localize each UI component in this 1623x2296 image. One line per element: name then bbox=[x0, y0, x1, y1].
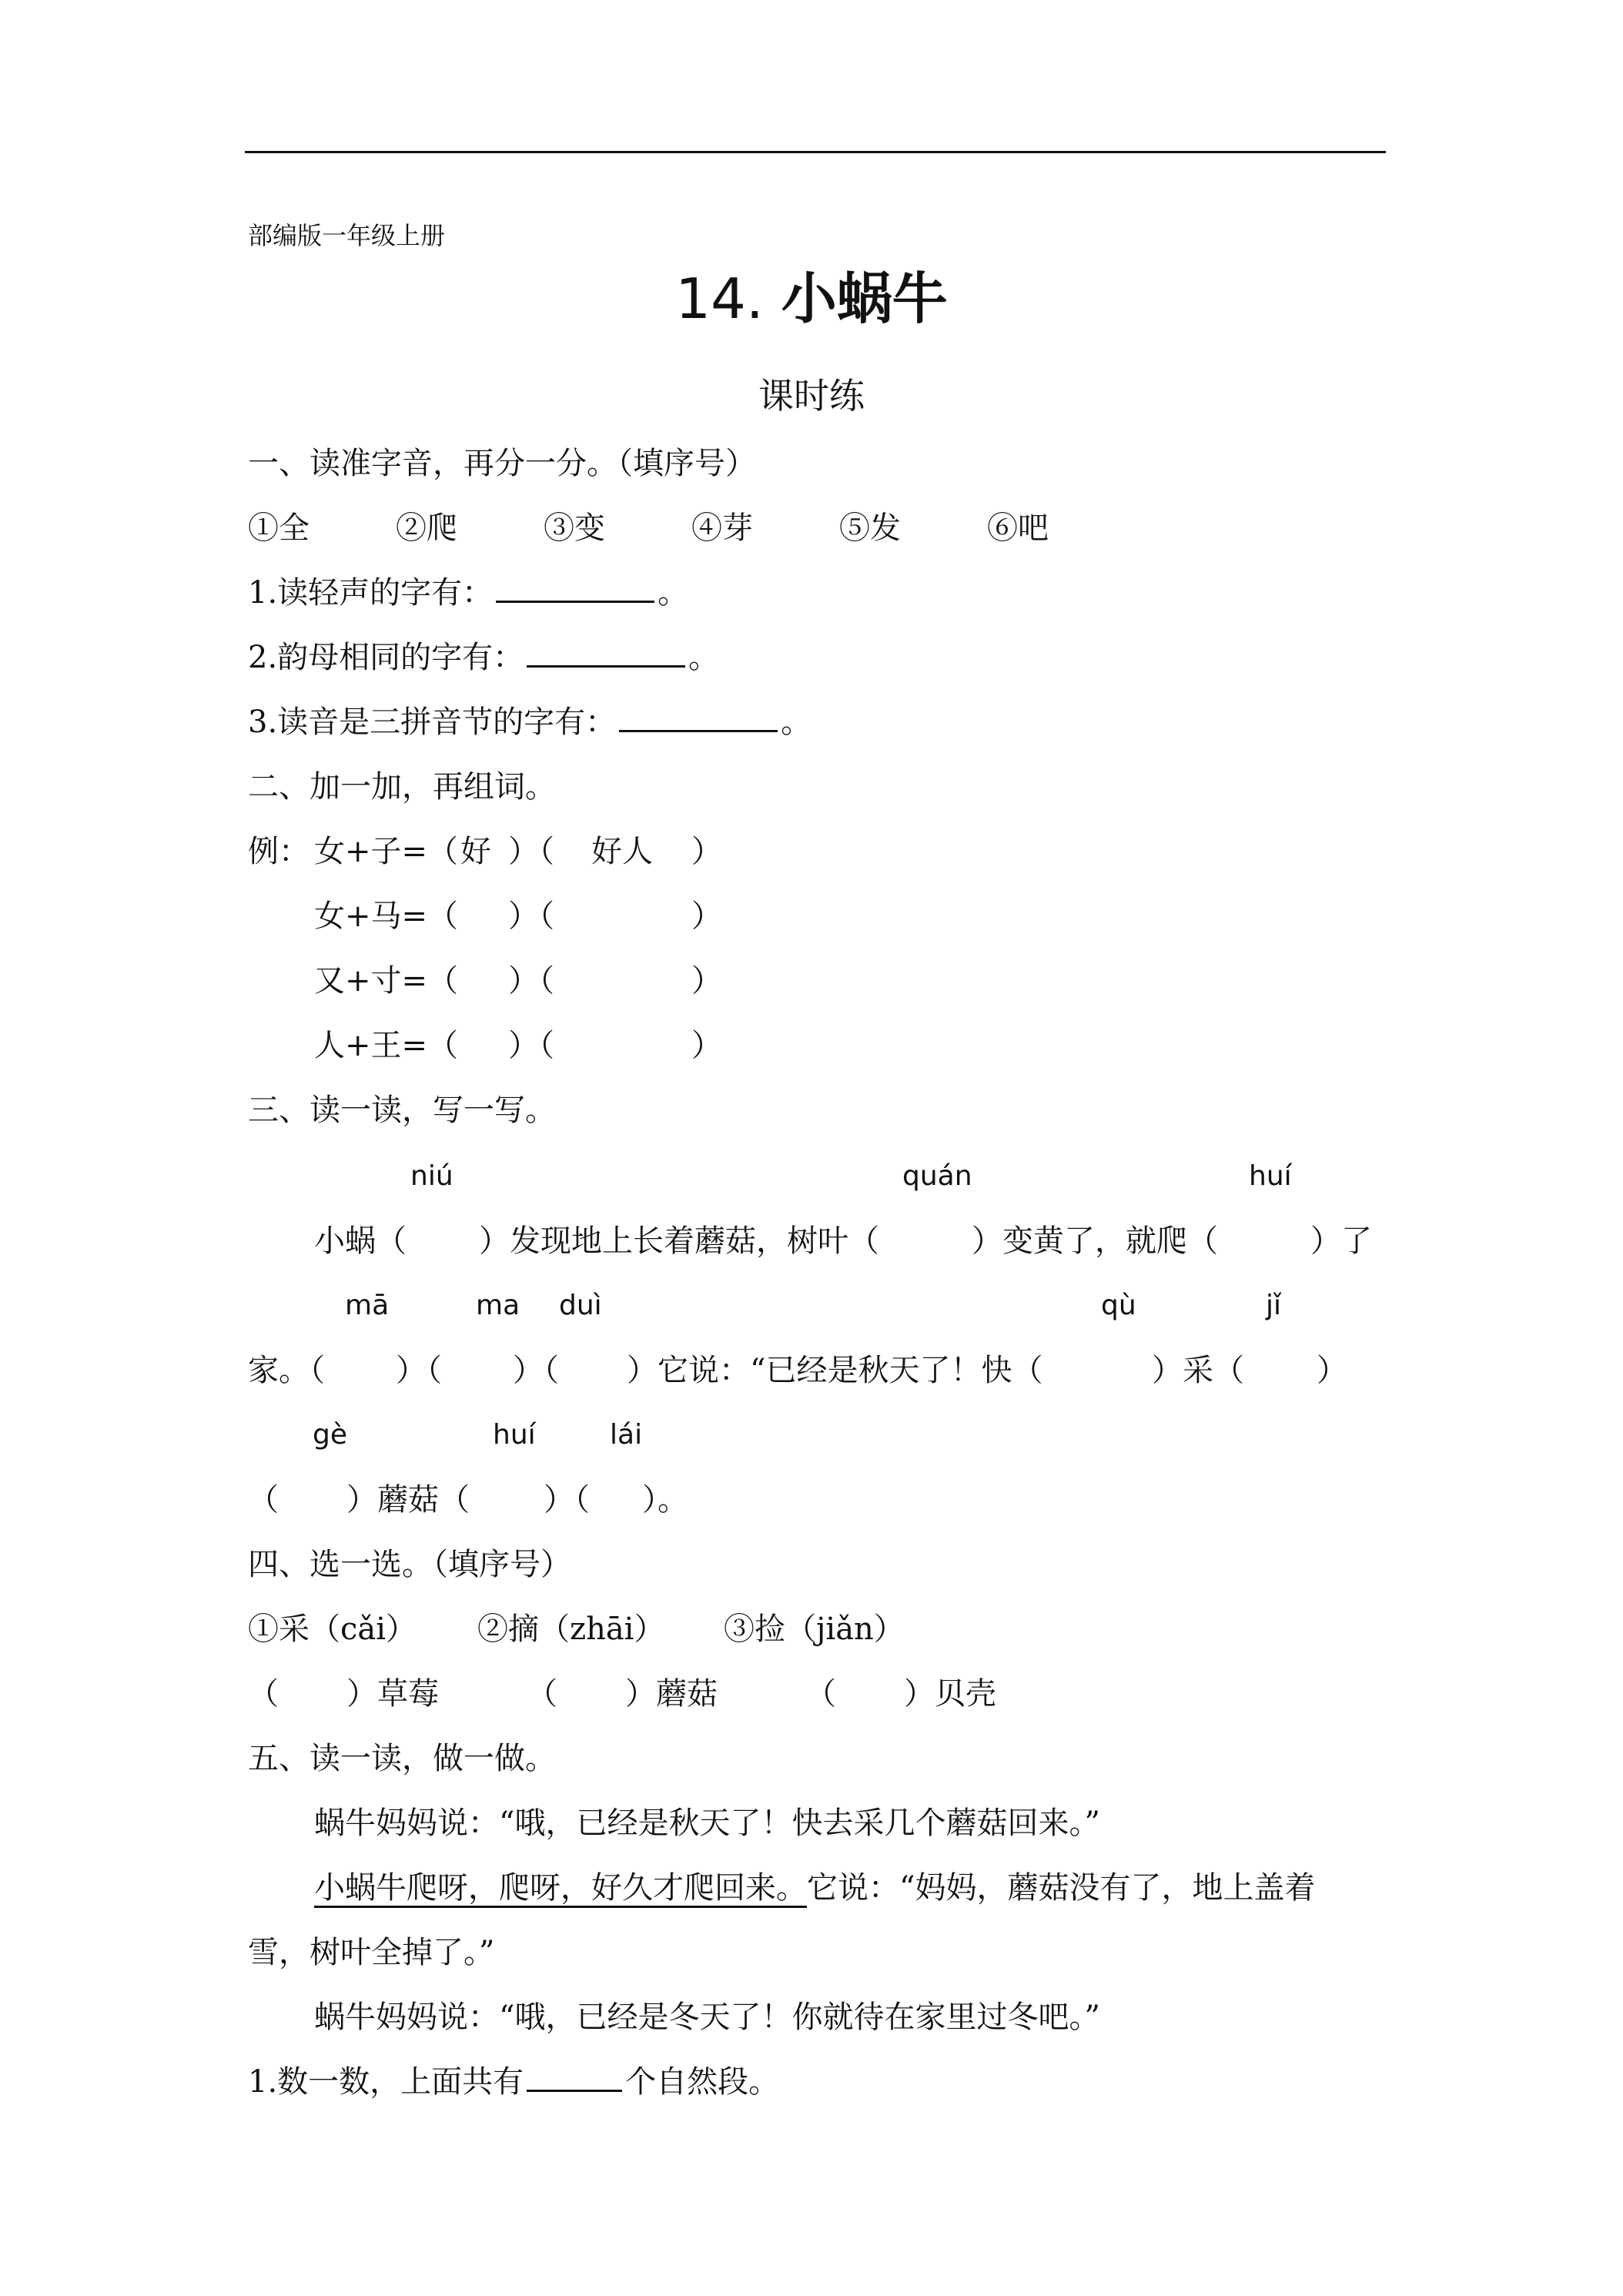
pinyin-niu: niú bbox=[410, 1160, 453, 1192]
reading-paragraph-1: 蜗牛妈妈说：“哦，已经是秋天了！快去采几个蘑菇回来。” bbox=[314, 1806, 1100, 1841]
choice-blank-3-close: ）贝壳 bbox=[904, 1676, 996, 1712]
combine-row-2-end[interactable]: ） bbox=[691, 963, 722, 999]
passage-line-2d: ）它说：“已经是秋天了！快（ bbox=[627, 1353, 1043, 1388]
char-item-2: ②爬 bbox=[396, 510, 457, 546]
combine-row-1-mid[interactable]: ）（ bbox=[508, 899, 554, 934]
answer-blank[interactable] bbox=[619, 707, 778, 732]
question-5-1-label: 1.数一数，上面共有 bbox=[248, 2064, 524, 2100]
passage-line-1c: ）变黄了，就爬（ bbox=[972, 1223, 1218, 1259]
question-5-1-suffix: 个自然段。 bbox=[625, 2064, 780, 2100]
question-1-3-label: 3.读音是三拼音节的字有： bbox=[248, 705, 617, 740]
section2-heading: 二、加一加，再组词。 bbox=[248, 769, 556, 805]
paragraph-2-rest: 它说：“妈妈，蘑菇没有了，地上盖着 bbox=[807, 1870, 1316, 1906]
combine-row-3-end[interactable]: ） bbox=[691, 1028, 722, 1063]
combine-row-2: 又+寸=（ bbox=[314, 963, 459, 999]
option-jian: ③捡（jiǎn） bbox=[724, 1612, 905, 1647]
pinyin-hui-1: huí bbox=[1249, 1160, 1292, 1192]
pinyin-dui: duì bbox=[559, 1290, 602, 1321]
choice-blank-1-close: ）草莓 bbox=[346, 1676, 439, 1712]
passage-line-3a: （ bbox=[248, 1482, 279, 1518]
example-label: 例： bbox=[248, 834, 310, 869]
section1-heading: 一、读准字音，再分一分。（填序号） bbox=[248, 446, 756, 481]
combine-row-3: 人+王=（ bbox=[314, 1028, 459, 1063]
answer-blank[interactable] bbox=[496, 577, 654, 603]
question-1-2: 2.韵母相同的字有： 。 bbox=[248, 640, 720, 675]
question-1-1-label: 1.读轻声的字有： bbox=[248, 575, 494, 611]
char-item-6: ⑥吧 bbox=[987, 510, 1049, 546]
passage-line-1a: 小蜗（ bbox=[314, 1223, 407, 1259]
reading-paragraph-2-cont: 雪，树叶全掉了。” bbox=[248, 1935, 495, 1970]
question-1-1: 1.读轻声的字有： 。 bbox=[248, 575, 689, 611]
pinyin-lai: lái bbox=[610, 1419, 643, 1451]
pinyin-quan: quán bbox=[902, 1160, 972, 1192]
section3-heading: 三、读一读，写一写。 bbox=[248, 1093, 556, 1128]
passage-line-2e: ）采（ bbox=[1152, 1353, 1244, 1388]
page-title bbox=[0, 266, 1623, 331]
pinyin-ma1: mā bbox=[345, 1290, 390, 1321]
question-1-2-label: 2.韵母相同的字有： bbox=[248, 640, 524, 675]
series-label: 部编版一年级上册 bbox=[248, 221, 446, 250]
pinyin-hui-2: huí bbox=[493, 1419, 536, 1451]
reading-paragraph-2 bbox=[314, 1870, 1316, 1906]
passage-line-1b: ）发现地上长着蘑菇，树叶（ bbox=[479, 1223, 879, 1259]
page-subtitle: 课时练 bbox=[758, 375, 865, 417]
pinyin-qu: qù bbox=[1101, 1290, 1136, 1321]
char-item-4: ④芽 bbox=[691, 510, 753, 546]
title-name: 小蜗牛 bbox=[781, 266, 948, 331]
passage-line-1d: ）了 bbox=[1310, 1223, 1372, 1259]
combine-row-2-mid[interactable]: ）（ bbox=[508, 963, 554, 999]
choice-blank-3-open[interactable]: （ bbox=[805, 1676, 836, 1712]
choice-blank-2-open[interactable]: （ bbox=[527, 1676, 557, 1712]
combine-row-1: 女+马=（ bbox=[314, 899, 459, 934]
example-answer-char: 好 bbox=[460, 834, 491, 869]
passage-line-3d: ）。 bbox=[642, 1482, 688, 1518]
question-1-3: 3.读音是三拼音节的字有： 。 bbox=[248, 705, 812, 740]
question-5-1 bbox=[248, 2064, 780, 2100]
reading-paragraph-3: 蜗牛妈妈说：“哦，已经是冬天了！你就待在家里过冬吧。” bbox=[314, 2000, 1100, 2035]
option-cai: ①采（cǎi） bbox=[248, 1612, 417, 1647]
combine-row-1-end[interactable]: ） bbox=[691, 899, 722, 934]
underlined-sentence: 小蜗牛爬呀，爬呀，好久才爬回来。 bbox=[314, 1870, 807, 1906]
example-answer-word: 好人 bbox=[591, 834, 653, 869]
passage-line-2c: ）（ bbox=[513, 1353, 559, 1388]
passage-line-3c: ）（ bbox=[544, 1482, 590, 1518]
top-rule bbox=[245, 151, 1386, 153]
choice-blank-2-close: ）蘑菇 bbox=[625, 1676, 718, 1712]
title-number: 14. bbox=[675, 266, 764, 331]
pinyin-ge: gè bbox=[313, 1419, 347, 1451]
example-equation: 女+子=（ bbox=[314, 834, 459, 869]
choice-blank-1-open[interactable]: （ bbox=[248, 1676, 279, 1712]
char-item-1: ①全 bbox=[248, 510, 310, 546]
example-paren-mid: ）（ bbox=[508, 834, 554, 869]
section4-heading: 四、选一选。（填序号） bbox=[248, 1547, 571, 1582]
pinyin-ma: ma bbox=[476, 1290, 520, 1321]
passage-line-2f: ） bbox=[1317, 1353, 1347, 1388]
section5-heading: 五、读一读，做一做。 bbox=[248, 1741, 556, 1776]
passage-line-2b: ）（ bbox=[396, 1353, 442, 1388]
pinyin-ji: jǐ bbox=[1266, 1290, 1282, 1321]
char-item-3: ③变 bbox=[544, 510, 605, 546]
combine-row-3-mid[interactable]: ）（ bbox=[508, 1028, 554, 1063]
answer-blank[interactable] bbox=[527, 2067, 622, 2092]
option-zhai: ②摘（zhāi） bbox=[477, 1612, 665, 1647]
char-item-5: ⑤发 bbox=[839, 510, 901, 546]
passage-line-3b: ）蘑菇（ bbox=[346, 1482, 470, 1518]
answer-blank[interactable] bbox=[527, 642, 685, 668]
example-paren-end: ） bbox=[691, 834, 722, 869]
passage-line-2a: 家。（ bbox=[248, 1353, 325, 1388]
